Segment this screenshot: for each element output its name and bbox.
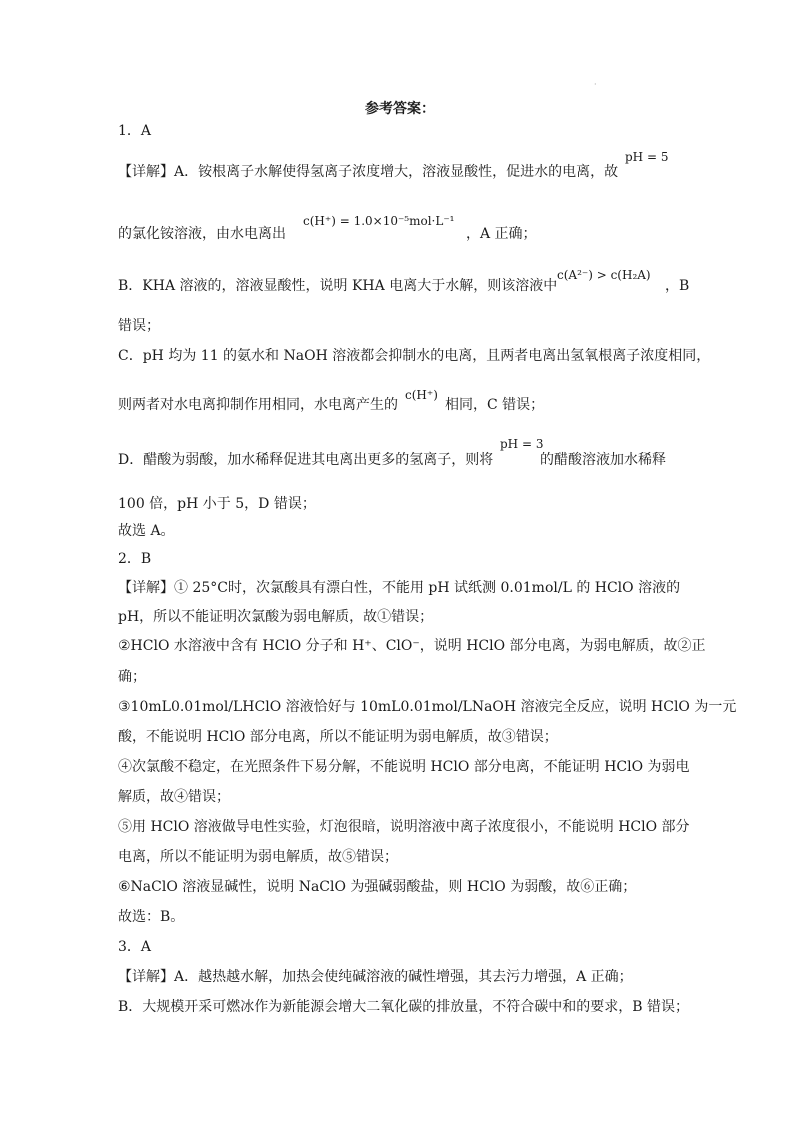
q1-formula-ch2: c(H⁺): [405, 388, 438, 402]
q1-formula-ch: c(H⁺) = 1.0×10⁻⁵mol·L⁻¹: [303, 214, 455, 228]
q1-line-8: 100 倍，pH 小于 5，D 错误；: [118, 496, 316, 512]
q1-line-3a: B．KHA 溶液的，溶液显酸性，说明 KHA 电离大于水解，则该溶液中: [118, 278, 558, 294]
q2-line-12: 故选：B。: [118, 909, 185, 925]
q2-line-1: 【详解】① 25°C时，次氯酸具有漂白性，不能用 pH 试纸测 0.01mol/L 的 HClO 溶液的: [118, 580, 681, 596]
q2-line-10: 电离，所以不能证明为弱电解质，故⑤错误；: [118, 849, 398, 865]
corner-mark: ·: [594, 80, 597, 89]
q1-line-2b: ，A 正确；: [466, 226, 537, 242]
q1-line-7a: D．醋酸为弱酸，加水稀释促进其电离出更多的氢离子，则将: [118, 452, 494, 468]
q2-line-7: ④次氯酸不稳定，在光照条件下易分解，不能说明 HClO 部分电离，不能证明 HClO 为弱电: [118, 759, 690, 775]
q2-number: 2．B: [118, 551, 152, 567]
q2-line-9: ⑤用 HClO 溶液做导电性实验，灯泡很暗，说明溶液中离子浓度很小，不能说明 HClO 部分: [118, 819, 690, 835]
q1-formula-ph3: pH = 3: [500, 437, 544, 451]
q1-formula-ph5: pH = 5: [625, 150, 669, 164]
q1-line-7b: 的醋酸溶液加水稀释: [540, 452, 666, 468]
q2-line-5: ③10mL0.01mol/LHClO 溶液恰好与 10mL0.01mol/LNaOH 溶液完全反应，说明 HClO 为一元: [118, 699, 737, 715]
q3-line-2: B．大规模开采可燃冰作为新能源会增大二氧化碳的排放量，不符合碳中和的要求，B 错误；: [118, 999, 690, 1015]
q3-number: 3．A: [118, 939, 152, 955]
q1-line-1: 【详解】A．铵根离子水解使得氢离子浓度增大，溶液显酸性，促进水的电离，故: [118, 164, 619, 180]
q1-line-9: 故选 A。: [118, 523, 175, 539]
q1-formula-ratio: c(A²⁻) > c(H₂A): [557, 268, 651, 282]
q1-line-4: 错误；: [118, 318, 160, 334]
q3-line-1: 【详解】A．越热越水解，加热会使纯碱溶液的碱性增强，其去污力增强，A 正确；: [118, 969, 633, 985]
q2-line-6: 酸，不能说明 HClO 部分电离，所以不能证明为弱电解质，故③错误；: [118, 729, 558, 745]
q2-line-3: ②HClO 水溶液中含有 HClO 分子和 H⁺、ClO⁻，说明 HClO 部分电离，为弱电解质，故②正: [118, 638, 706, 654]
q2-line-11: ⑥NaClO 溶液显碱性，说明 NaClO 为强碱弱酸盐，则 HClO 为弱酸，故⑥正确；: [118, 879, 637, 895]
q2-line-2: pH，所以不能证明次氯酸为弱电解质，故①错误；: [118, 609, 434, 625]
q1-number: 1．A: [118, 123, 152, 139]
q1-line-3b: ，B: [665, 278, 690, 294]
q2-line-4: 确；: [118, 669, 146, 685]
page-title: 参考答案：: [365, 101, 435, 117]
q1-line-6b: 相同，C 错误；: [445, 397, 545, 413]
q1-line-6a: 则两者对水电离抑制作用相同，水电离产生的: [118, 397, 398, 413]
q1-line-5: C．pH 均为 11 的氨水和 NaOH 溶液都会抑制水的电离，且两者电离出氢氧根离子浓度相同，: [118, 348, 711, 364]
q2-line-8: 解质，故④错误；: [118, 789, 230, 805]
q1-line-2a: 的氯化铵溶液，由水电离出: [118, 226, 286, 242]
